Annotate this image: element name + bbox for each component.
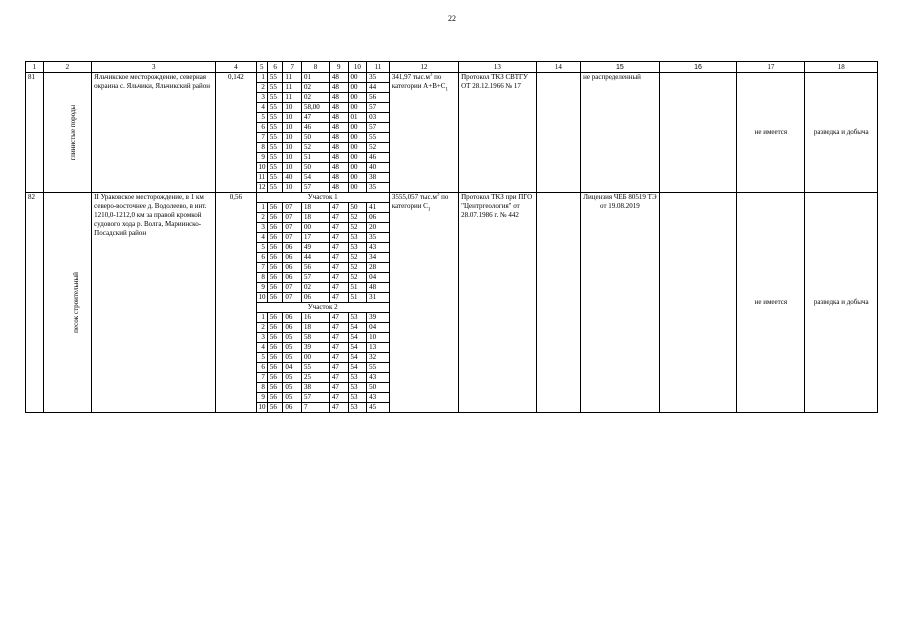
coordinate-cell: 56 <box>367 93 390 103</box>
coordinate-cell: 48 <box>329 73 348 83</box>
coordinate-cell: 01 <box>302 73 330 83</box>
coordinate-cell: 44 <box>302 253 330 263</box>
coordinate-cell: 47 <box>329 383 348 393</box>
coordinate-cell: 10 <box>283 163 302 173</box>
coordinate-cell: 00 <box>348 123 367 133</box>
coordinate-cell: 54 <box>348 323 367 333</box>
header-cell: 13 <box>459 62 537 73</box>
coordinate-cell: 56 <box>267 313 283 323</box>
coordinate-cell: 54 <box>348 333 367 343</box>
header-cell: 14 <box>536 62 580 73</box>
coordinate-cell: 52 <box>348 223 367 233</box>
coordinate-cell: 02 <box>302 93 330 103</box>
coordinate-cell: 8 <box>256 273 267 283</box>
coordinate-cell: 40 <box>367 163 390 173</box>
reserves-category: по категории С <box>391 193 449 210</box>
coordinate-cell: 52 <box>302 143 330 153</box>
coordinate-cell: 50 <box>367 383 390 393</box>
coordinate-cell: 56 <box>267 403 283 413</box>
coordinate-cell: 35 <box>367 73 390 83</box>
coordinate-cell: 11 <box>283 83 302 93</box>
coordinate-cell: 46 <box>367 153 390 163</box>
coordinate-cell: 3 <box>256 93 267 103</box>
coordinate-cell: 07 <box>283 233 302 243</box>
coordinate-cell: 41 <box>367 203 390 213</box>
coordinate-cell: 06 <box>283 313 302 323</box>
coordinate-cell: 32 <box>367 353 390 363</box>
coordinate-cell: 55 <box>267 163 283 173</box>
coordinate-cell: 5 <box>256 243 267 253</box>
coordinate-cell: 10 <box>283 133 302 143</box>
header-cell: 7 <box>283 62 302 73</box>
coordinate-cell: 55 <box>367 363 390 373</box>
coordinate-cell: 03 <box>367 113 390 123</box>
coordinate-cell: 55 <box>267 113 283 123</box>
coordinate-cell: 57 <box>367 103 390 113</box>
coordinate-cell: 55 <box>267 83 283 93</box>
coordinate-cell: 53 <box>348 313 367 323</box>
coordinate-cell: 11 <box>256 173 267 183</box>
section-title: Участок 1 <box>256 193 389 203</box>
coordinate-cell: 53 <box>348 243 367 253</box>
coordinate-cell: 20 <box>367 223 390 233</box>
coordinate-cell: 00 <box>348 93 367 103</box>
coordinate-cell: 53 <box>348 233 367 243</box>
coordinate-cell: 06 <box>283 323 302 333</box>
coordinate-cell: 51 <box>348 293 367 303</box>
coordinate-cell: 1 <box>256 203 267 213</box>
coordinate-cell: 56 <box>267 273 283 283</box>
coordinate-cell: 00 <box>348 173 367 183</box>
coordinate-cell: 04 <box>283 363 302 373</box>
deposit-description: II Ураковское месторождение, в 1 км северо-восточнее д. Водолеево, в инт. 1210,0-1212,0 км за правой кромкой судового хода р. Волга, Мариинско-Посадский район <box>92 193 216 413</box>
col17-cell: не имеется <box>737 73 805 193</box>
material-type <box>43 73 92 193</box>
header-cell: 15 <box>581 62 660 73</box>
coordinate-cell: 55 <box>302 363 330 373</box>
coordinate-cell: 07 <box>283 223 302 233</box>
protocol-cell: Протокол ТКЗ при ПГО "Центргеология" от 28.07.1986 г. № 442 <box>459 193 537 413</box>
coordinate-cell: 1 <box>256 313 267 323</box>
coordinate-cell: 6 <box>256 253 267 263</box>
coordinate-cell: 28 <box>367 263 390 273</box>
coordinate-cell: 00 <box>348 163 367 173</box>
deposits-table <box>25 61 878 413</box>
coordinate-cell: 00 <box>348 183 367 193</box>
coordinate-cell: 54 <box>302 173 330 183</box>
coordinate-cell: 52 <box>348 253 367 263</box>
coordinate-cell: 45 <box>367 403 390 413</box>
coordinate-cell: 46 <box>302 123 330 133</box>
coordinate-cell: 05 <box>283 373 302 383</box>
header-cell: 4 <box>216 62 256 73</box>
coordinate-cell: 47 <box>329 353 348 363</box>
coordinate-cell: 9 <box>256 393 267 403</box>
coordinate-cell: 00 <box>348 73 367 83</box>
coordinate-cell: 56 <box>267 213 283 223</box>
header-cell: 10 <box>348 62 367 73</box>
coordinate-cell: 54 <box>348 343 367 353</box>
coordinate-cell: 10 <box>283 123 302 133</box>
coordinate-cell: 01 <box>348 113 367 123</box>
coordinate-cell: 16 <box>302 313 330 323</box>
header-cell: 6 <box>267 62 283 73</box>
coordinate-cell: 17 <box>302 233 330 243</box>
coordinate-cell: 31 <box>367 293 390 303</box>
coordinate-cell: 07 <box>283 203 302 213</box>
reserves-category-index: 1 <box>427 207 431 213</box>
coordinate-cell: 7 <box>256 133 267 143</box>
coordinate-cell: 56 <box>267 373 283 383</box>
record-number: 81 <box>26 73 44 193</box>
coordinate-cell: 44 <box>367 83 390 93</box>
protocol-cell: Протокол ТКЗ СВТГУ ОТ 28.12.1966 № 17 <box>459 73 537 193</box>
coordinate-cell: 55 <box>267 153 283 163</box>
area-value: 0,56 <box>216 193 256 413</box>
empty-cell <box>536 193 580 413</box>
coordinate-cell: 11 <box>283 73 302 83</box>
coordinate-cell: 55 <box>267 143 283 153</box>
coordinate-cell: 06 <box>283 263 302 273</box>
coordinate-cell: 10 <box>256 403 267 413</box>
coordinate-cell: 48 <box>329 103 348 113</box>
header-cell: 17 <box>737 62 805 73</box>
coordinate-cell: 6 <box>256 123 267 133</box>
coordinate-cell: 56 <box>267 223 283 233</box>
coordinate-cell: 57 <box>302 393 330 403</box>
coordinate-cell: 43 <box>367 393 390 403</box>
coordinate-cell: 7 <box>256 373 267 383</box>
coordinate-cell: 5 <box>256 353 267 363</box>
header-row <box>26 62 878 73</box>
coordinate-cell: 56 <box>267 263 283 273</box>
coordinate-cell: 48 <box>329 143 348 153</box>
coordinate-cell: 06 <box>283 253 302 263</box>
coordinate-cell: 12 <box>256 183 267 193</box>
material-label: глинистые породы <box>68 104 77 161</box>
coordinate-cell: 48 <box>329 153 348 163</box>
coordinate-cell: 10 <box>283 183 302 193</box>
coordinate-cell: 06 <box>283 243 302 253</box>
col17-cell: не имеется <box>737 193 805 413</box>
license-cell: не распределенный <box>581 73 660 193</box>
coordinate-cell: 5 <box>256 113 267 123</box>
coordinate-cell: 56 <box>267 203 283 213</box>
coordinate-cell: 47 <box>329 203 348 213</box>
header-cell: 2 <box>43 62 92 73</box>
coordinate-cell: 9 <box>256 153 267 163</box>
coordinate-cell: 35 <box>367 183 390 193</box>
coordinate-cell: 54 <box>348 353 367 363</box>
coordinate-cell: 56 <box>267 283 283 293</box>
reserves-amount: 341,97 тыс.м <box>391 73 430 81</box>
coordinate-cell: 06 <box>367 213 390 223</box>
coordinate-cell: 47 <box>329 263 348 273</box>
header-cell: 12 <box>389 62 458 73</box>
coordinate-cell: 10 <box>367 333 390 343</box>
coordinate-cell: 11 <box>283 93 302 103</box>
coordinate-cell: 47 <box>329 373 348 383</box>
coordinate-cell: 7 <box>256 263 267 273</box>
reserves-category: по категории А+В+С <box>391 73 446 90</box>
coordinate-cell: 06 <box>283 403 302 413</box>
reserves-cell <box>389 73 458 193</box>
coordinate-cell: 52 <box>367 143 390 153</box>
coordinate-cell: 4 <box>256 103 267 113</box>
coordinate-cell: 47 <box>329 273 348 283</box>
coordinate-cell: 58,00 <box>302 103 330 113</box>
coordinate-cell: 6 <box>256 363 267 373</box>
coordinate-cell: 39 <box>367 313 390 323</box>
coordinate-cell: 02 <box>302 83 330 93</box>
coordinate-cell: 9 <box>256 283 267 293</box>
purpose-cell: разведка и добыча <box>805 73 878 193</box>
reserves-amount: 3555,057 тыс.м <box>391 193 437 201</box>
coordinate-cell: 55 <box>367 133 390 143</box>
reserves-cell <box>389 193 458 413</box>
coordinate-cell: 07 <box>283 283 302 293</box>
coordinate-cell: 00 <box>348 103 367 113</box>
coordinate-cell: 47 <box>329 343 348 353</box>
coordinate-cell: 00 <box>348 133 367 143</box>
coordinate-cell: 38 <box>302 383 330 393</box>
coordinate-cell: 25 <box>302 373 330 383</box>
coordinate-cell: 47 <box>329 293 348 303</box>
coordinate-cell: 47 <box>329 313 348 323</box>
coordinate-cell: 49 <box>302 243 330 253</box>
section-title: Участок 2 <box>256 303 389 313</box>
coordinate-cell: 1 <box>256 73 267 83</box>
coordinate-cell: 50 <box>348 203 367 213</box>
coordinate-cell: 10 <box>256 293 267 303</box>
coordinate-cell: 52 <box>348 263 367 273</box>
coordinate-cell: 50 <box>302 133 330 143</box>
coordinate-cell: 47 <box>329 333 348 343</box>
coordinate-cell: 47 <box>329 243 348 253</box>
coordinate-cell: 00 <box>348 153 367 163</box>
reserves-category-index: 1 <box>445 87 448 93</box>
coordinate-cell: 47 <box>329 223 348 233</box>
coordinate-cell: 48 <box>329 173 348 183</box>
coordinate-cell: 10 <box>283 113 302 123</box>
coordinate-cell: 2 <box>256 83 267 93</box>
area-value: 0,142 <box>216 73 256 193</box>
coordinate-cell: 56 <box>267 323 283 333</box>
coordinate-cell: 57 <box>302 273 330 283</box>
coordinate-cell: 00 <box>302 223 330 233</box>
coordinate-cell: 55 <box>267 183 283 193</box>
coordinate-cell: 55 <box>267 93 283 103</box>
coordinate-cell: 35 <box>367 233 390 243</box>
coordinate-cell: 56 <box>267 343 283 353</box>
coordinate-cell: 47 <box>329 213 348 223</box>
header-cell: 9 <box>329 62 348 73</box>
header-cell: 16 <box>659 62 737 73</box>
coordinate-cell: 56 <box>267 253 283 263</box>
coordinate-cell: 34 <box>367 253 390 263</box>
coordinate-cell: 53 <box>348 373 367 383</box>
coordinate-cell: 00 <box>348 83 367 93</box>
reserves-unit-power: 3 <box>429 72 433 78</box>
coordinate-cell: 55 <box>267 173 283 183</box>
coordinate-cell: 55 <box>267 133 283 143</box>
coordinate-cell: 48 <box>367 283 390 293</box>
coordinate-cell: 05 <box>283 383 302 393</box>
coordinate-cell: 56 <box>267 353 283 363</box>
coordinate-cell: 18 <box>302 203 330 213</box>
header-cell: 11 <box>367 62 390 73</box>
coordinate-cell: 57 <box>367 123 390 133</box>
coordinate-cell: 56 <box>267 333 283 343</box>
coordinate-cell: 00 <box>348 143 367 153</box>
coordinate-cell: 7 <box>302 403 330 413</box>
coordinate-cell: 48 <box>329 113 348 123</box>
coordinate-cell: 4 <box>256 343 267 353</box>
coordinate-cell: 8 <box>256 383 267 393</box>
coordinate-cell: 40 <box>283 173 302 183</box>
header-cell: 18 <box>805 62 878 73</box>
coordinate-cell: 48 <box>329 183 348 193</box>
coordinate-cell: 18 <box>302 323 330 333</box>
coordinate-cell: 10 <box>283 103 302 113</box>
coordinate-cell: 48 <box>329 163 348 173</box>
coordinate-cell: 10 <box>283 153 302 163</box>
coordinate-cell: 05 <box>283 343 302 353</box>
coordinate-cell: 47 <box>329 253 348 263</box>
coordinate-cell: 3 <box>256 223 267 233</box>
coordinate-cell: 07 <box>283 293 302 303</box>
coordinate-cell: 05 <box>283 393 302 403</box>
coordinate-cell: 05 <box>283 353 302 363</box>
empty-cell <box>659 193 737 413</box>
purpose-cell: разведка и добыча <box>805 193 878 413</box>
header-cell: 8 <box>302 62 330 73</box>
coordinate-cell: 47 <box>329 403 348 413</box>
coordinate-cell: 3 <box>256 333 267 343</box>
material-label: песок строительный <box>71 272 80 333</box>
coordinate-cell: 56 <box>267 243 283 253</box>
coordinate-cell: 56 <box>267 233 283 243</box>
header-cell: 5 <box>256 62 267 73</box>
coordinate-cell: 52 <box>348 273 367 283</box>
coordinate-cell: 48 <box>329 83 348 93</box>
coordinate-cell: 02 <box>302 283 330 293</box>
coordinate-cell: 07 <box>283 213 302 223</box>
coordinate-cell: 57 <box>302 183 330 193</box>
deposit-description: Яльчикское месторождение, северная окраина с. Яльчики, Яльчикский район <box>92 73 216 193</box>
coordinate-cell: 47 <box>329 283 348 293</box>
coordinate-cell: 2 <box>256 323 267 333</box>
coordinate-cell: 48 <box>329 133 348 143</box>
coordinate-cell: 05 <box>283 333 302 343</box>
coordinate-cell: 48 <box>329 123 348 133</box>
coordinate-cell: 47 <box>329 363 348 373</box>
coordinate-cell: 55 <box>267 73 283 83</box>
coordinate-cell: 04 <box>367 323 390 333</box>
coordinate-cell: 8 <box>256 143 267 153</box>
coordinate-cell: 56 <box>302 263 330 273</box>
table-row <box>26 73 878 83</box>
record-number: 82 <box>26 193 44 413</box>
coordinate-cell: 47 <box>329 393 348 403</box>
coordinate-cell: 47 <box>329 323 348 333</box>
coordinate-cell: 56 <box>267 383 283 393</box>
coordinate-cell: 53 <box>348 383 367 393</box>
coordinate-cell: 58 <box>302 333 330 343</box>
license-cell: Лицензия ЧЕБ 80519 ТЭ от 19.08.2019 <box>581 193 660 413</box>
coordinate-cell: 56 <box>267 293 283 303</box>
coordinate-cell: 53 <box>348 393 367 403</box>
coordinate-cell: 06 <box>283 273 302 283</box>
coordinate-cell: 06 <box>302 293 330 303</box>
coordinate-cell: 43 <box>367 243 390 253</box>
coordinate-cell: 38 <box>367 173 390 183</box>
reserves-unit-power: 3 <box>436 192 440 198</box>
page-number: 22 <box>448 14 456 23</box>
coordinate-cell: 4 <box>256 233 267 243</box>
coordinate-cell: 55 <box>267 123 283 133</box>
material-type <box>43 193 92 413</box>
coordinate-cell: 13 <box>367 343 390 353</box>
coordinate-cell: 51 <box>302 153 330 163</box>
coordinate-cell: 47 <box>329 233 348 243</box>
coordinate-cell: 00 <box>302 353 330 363</box>
section-title-row <box>26 193 878 203</box>
coordinate-cell: 51 <box>348 283 367 293</box>
coordinate-cell: 10 <box>283 143 302 153</box>
coordinate-cell: 48 <box>329 93 348 103</box>
coordinate-cell: 2 <box>256 213 267 223</box>
coordinate-cell: 39 <box>302 343 330 353</box>
coordinate-cell: 43 <box>367 373 390 383</box>
empty-cell <box>659 73 737 193</box>
coordinate-cell: 54 <box>348 363 367 373</box>
coordinate-cell: 50 <box>302 163 330 173</box>
coordinate-cell: 18 <box>302 213 330 223</box>
coordinate-cell: 52 <box>348 213 367 223</box>
coordinate-cell: 04 <box>367 273 390 283</box>
coordinate-cell: 53 <box>348 403 367 413</box>
coordinate-cell: 55 <box>267 103 283 113</box>
header-cell: 1 <box>26 62 44 73</box>
empty-cell <box>536 73 580 193</box>
coordinate-cell: 56 <box>267 393 283 403</box>
coordinate-cell: 10 <box>256 163 267 173</box>
coordinate-cell: 56 <box>267 363 283 373</box>
coordinate-cell: 47 <box>302 113 330 123</box>
header-cell: 3 <box>92 62 216 73</box>
